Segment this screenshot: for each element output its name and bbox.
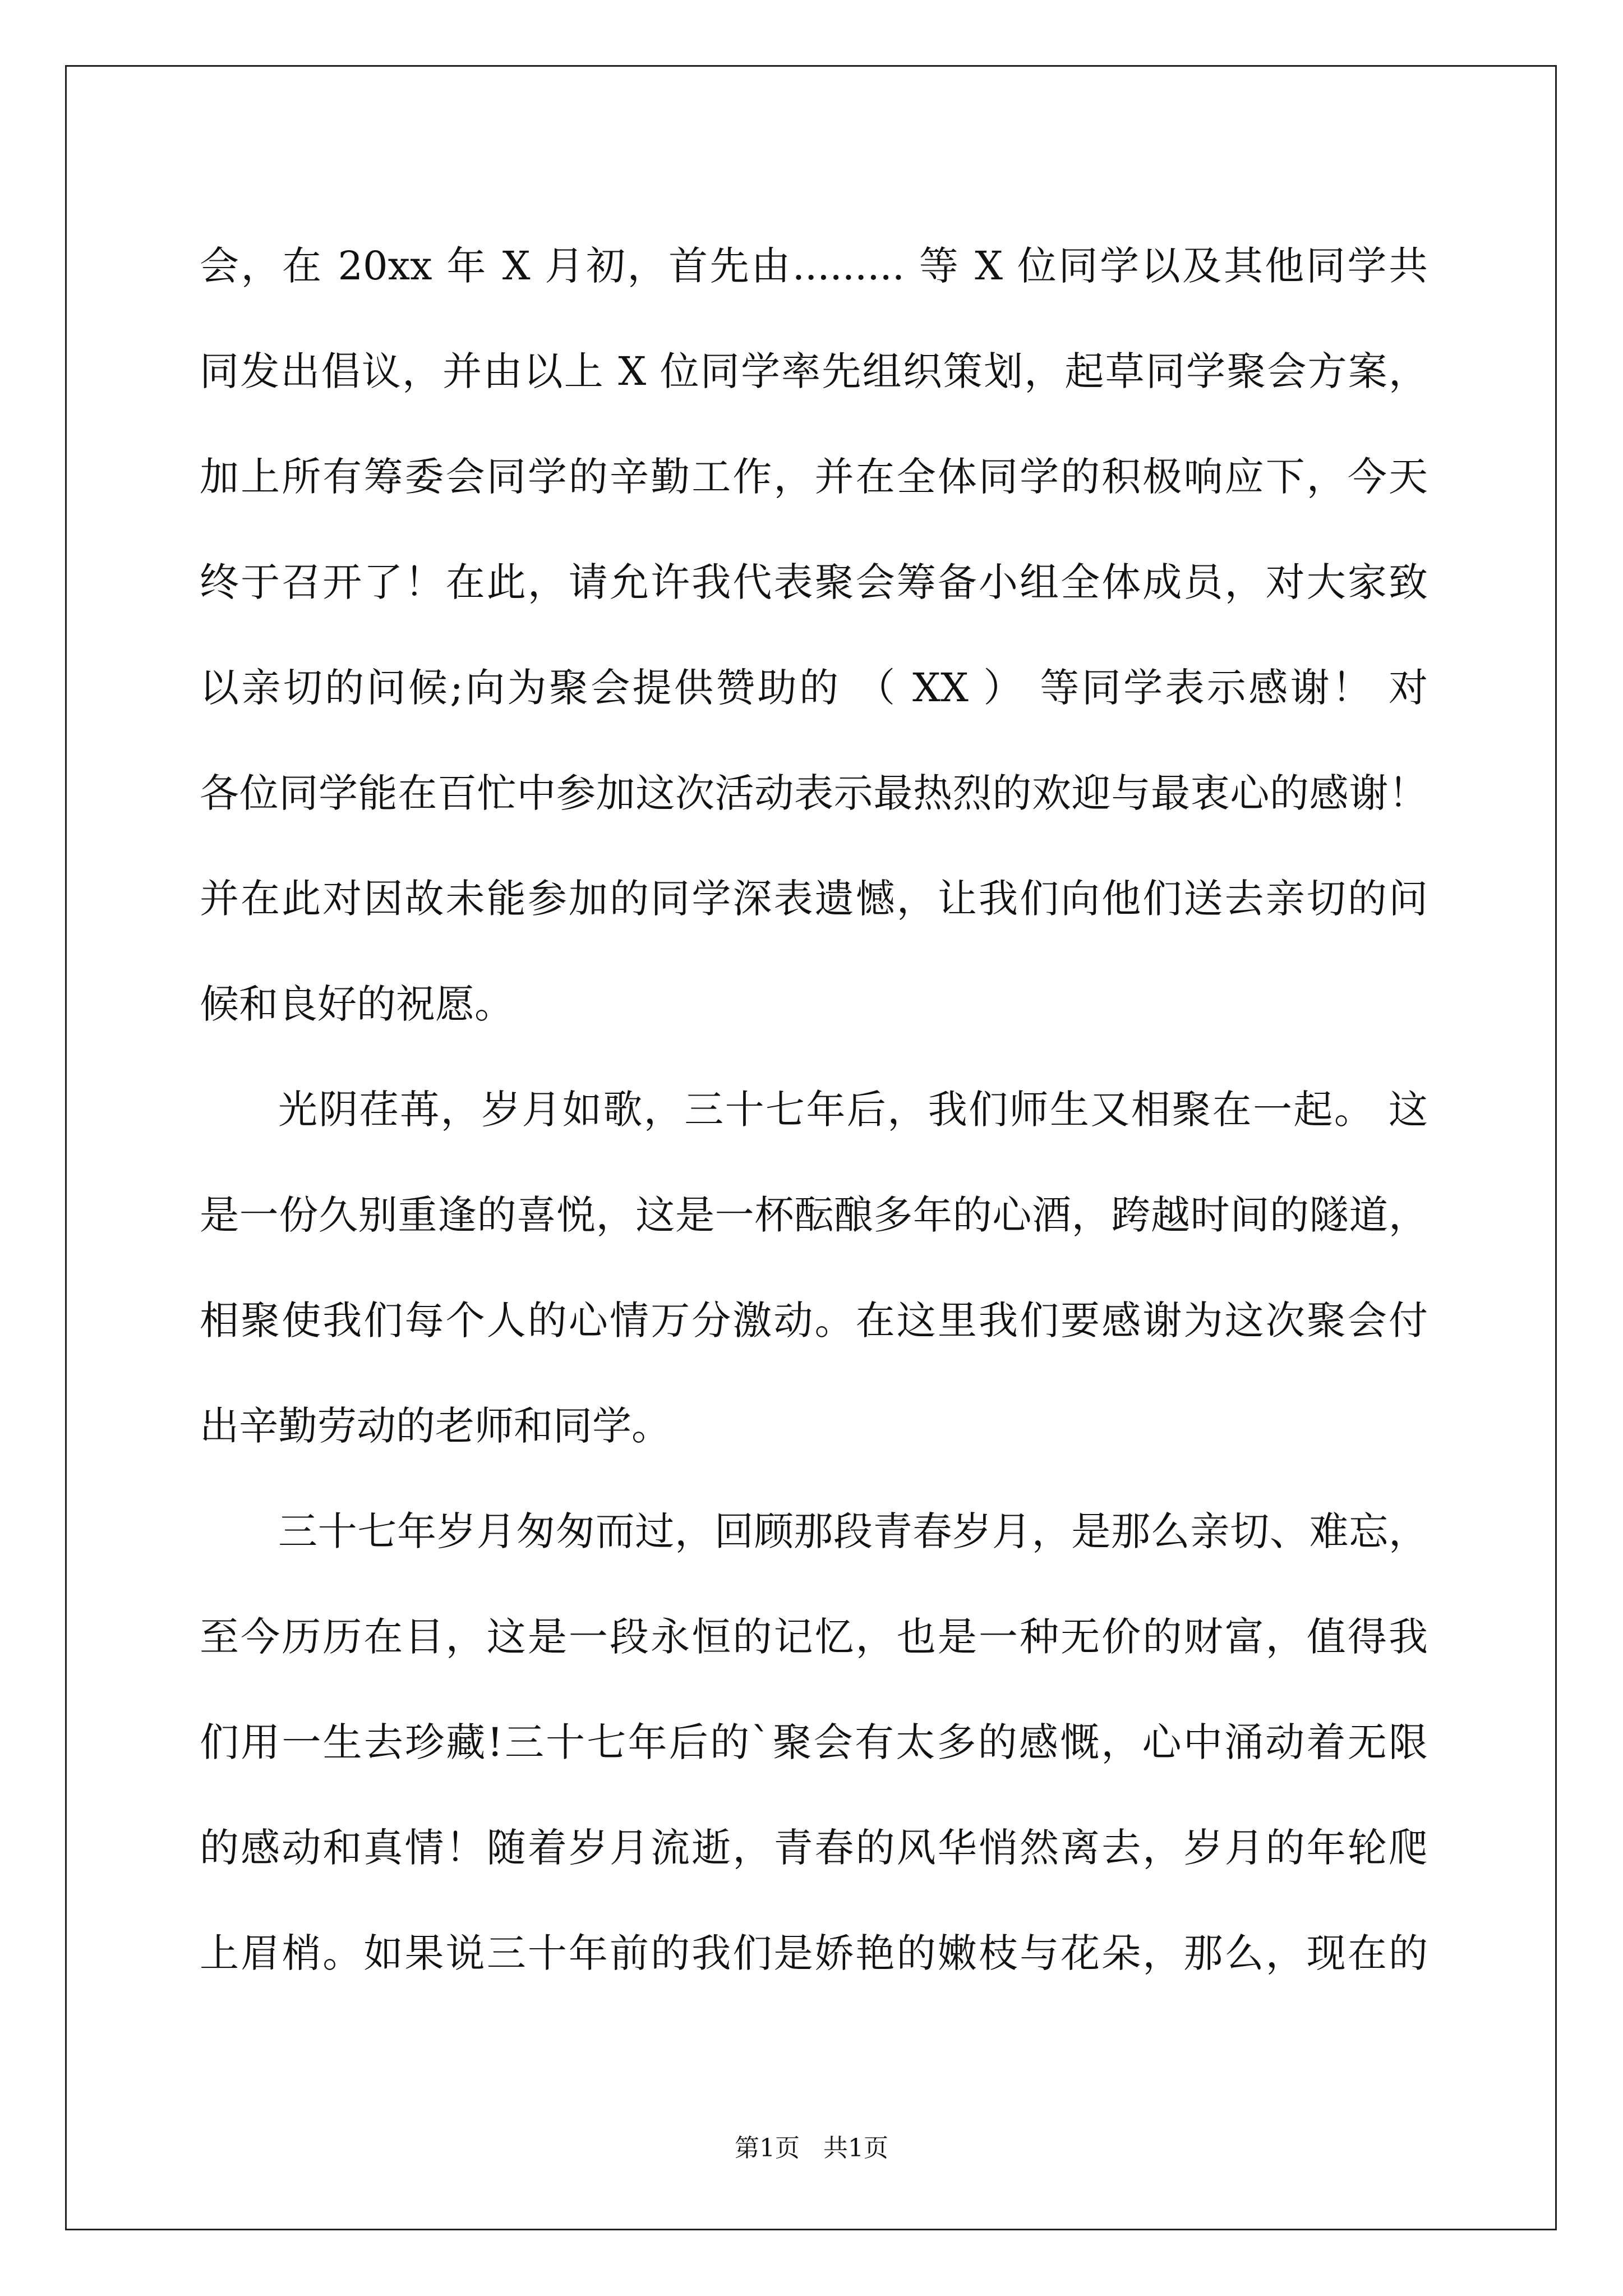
document-body (200, 213, 1428, 2006)
text-line: 出辛勤劳动的老师和同学。 (200, 1403, 671, 1449)
text-line: 同发出倡议，并由以上 X 位同学率先组织策划，起草同学聚会方案， (200, 348, 1428, 394)
text-line: 们用一生去珍藏!三十七年后的`聚会有太多的感慨，心中涌动着无限 (200, 1719, 1428, 1765)
text-line: 至今历历在目，这是一段永恒的记忆，也是一种无价的财富，值得我 (200, 1614, 1428, 1660)
text-line: 相聚使我们每个人的心情万分激动。在这里我们要感谢为这次聚会付 (200, 1297, 1428, 1343)
text-line: 的感动和真情！随着岁月流逝，青春的风华悄然离去，岁月的年轮爬 (200, 1825, 1428, 1871)
text-line: 各位同学能在百忙中参加这次活动表示最热烈的欢迎与最衷心的感谢！ (200, 770, 1428, 816)
text-line: 候和良好的祝愿。 (200, 981, 514, 1027)
text-line: 终于召开了！在此，请允许我代表聚会筹备小组全体成员，对大家致 (200, 559, 1428, 605)
text-line: 光阴荏苒，岁月如歌，三十七年后，我们师生又相聚在一起。 这 (278, 1087, 1428, 1133)
text-line: 是一份久别重逢的喜悦，这是一杯酝酿多年的心酒，跨越时间的隧道， (200, 1192, 1428, 1238)
text-line: 以亲切的问候;向为聚会提供赞助的 （ XX ） 等同学表示感谢！ 对 (200, 665, 1428, 711)
text-line: 并在此对因故未能参加的同学深表遗憾，让我们向他们送去亲切的问 (200, 876, 1428, 922)
page-number-footer: 第1页 共1页 (735, 2134, 888, 2162)
text-line: 三十七年岁月匆匆而过，回顾那段青春岁月，是那么亲切、难忘， (278, 1508, 1428, 1554)
text-line: 上眉梢。如果说三十年前的我们是娇艳的嫩枝与花朵，那么，现在的 (200, 1930, 1428, 1976)
text-line: 会，在 20xx 年 X 月初，首先由......... 等 X 位同学以及其他同学共 (200, 243, 1428, 289)
text-line: 加上所有筹委会同学的辛勤工作，并在全体同学的积极响应下，今天 (200, 454, 1428, 500)
